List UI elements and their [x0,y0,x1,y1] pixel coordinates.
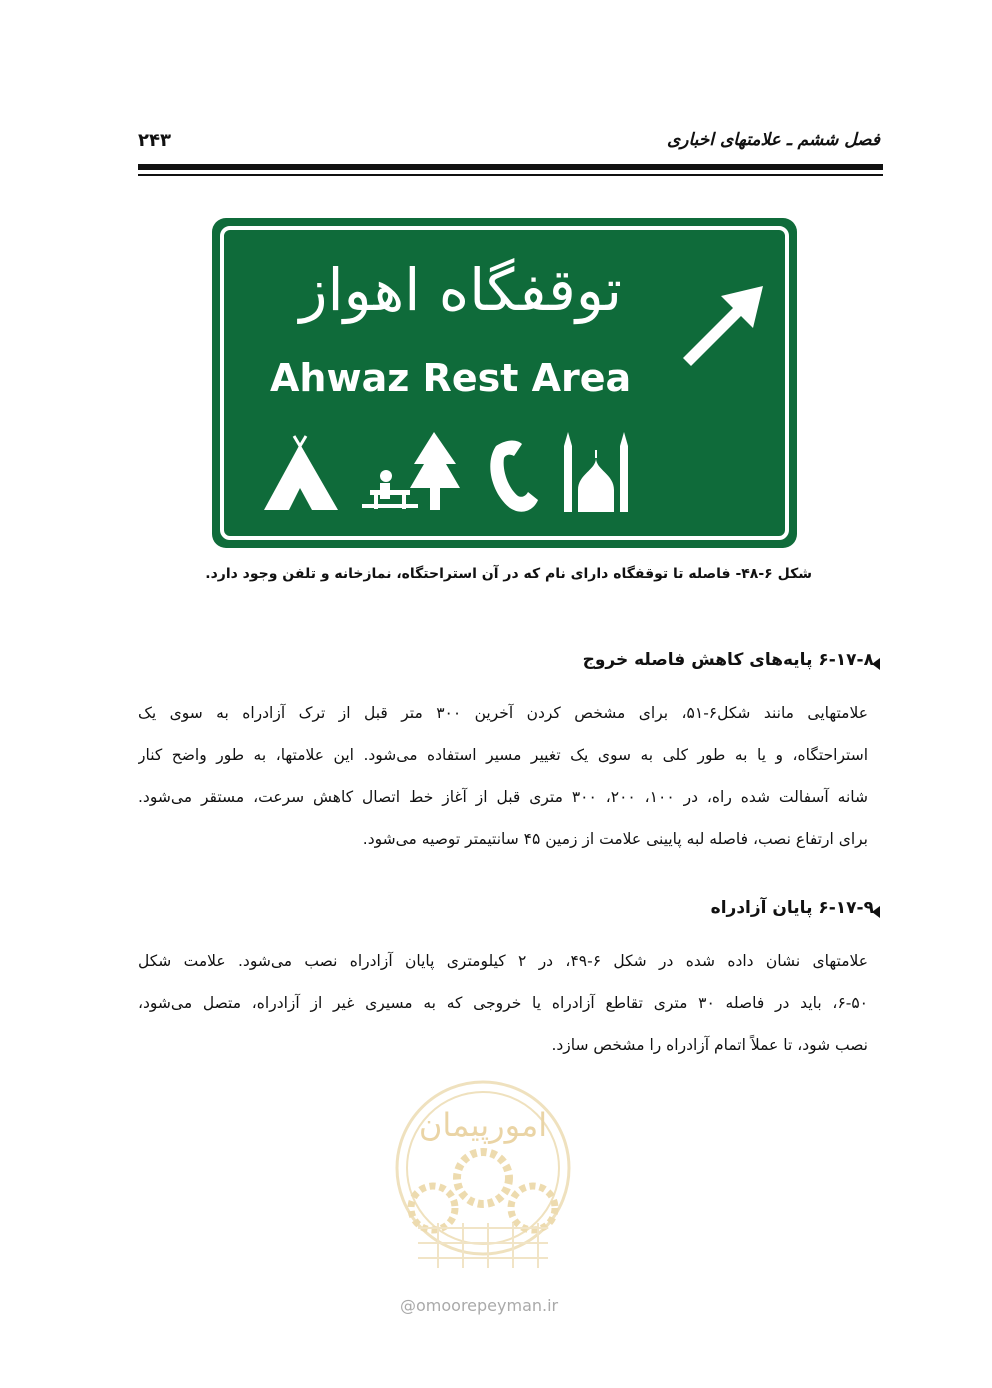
rest-area-sign-figure [212,218,797,548]
tree-icon [410,432,460,510]
section-heading: ۶-۱۷-۸ پایه‌های کاهش فاصله خروج [582,650,874,670]
sign-symbols [262,430,642,520]
paragraph-line: نصب شود، تا عملاً اتمام آزادراه را مشخص سازد. [551,1036,868,1054]
mosque-icon [564,432,628,512]
section-heading: ۶-۱۷-۹ پایان آزادراه [710,898,874,918]
page-number: ۲۴۳ [138,130,171,151]
paragraph-line: استراحتگاه، و یا به طور کلی به سوی یک تغییر مسیر استفاده می‌شود. این علامتها، به طور واضح کنار [138,746,868,764]
paragraph-line: برای ارتفاع نصب، فاصله لبه پایینی علامت از زمین ۴۵ سانتیمتر توصیه می‌شود. [362,830,868,848]
section-paragraph [138,692,868,860]
section-paragraph [138,940,868,1066]
watermark-url: @omoorepeyman.ir [400,1296,559,1315]
figure-caption: شکل ۶-۴۸- فاصله تا توقفگاه دارای نام که در آن استراحتگاه، نمازخانه و تلفن وجود دارد. [205,566,812,582]
picnic-table-icon [362,470,418,509]
paragraph-line: ۶-۵۰، باید در فاصله ۳۰ متری تقاطع آزادراه یا خروجی که به مسیری غیر از آزادراه، متصل می‌شود، [138,994,868,1012]
telephone-icon [490,441,538,512]
header-rule-thin [138,174,883,176]
sign-farsi-text: توقفگاه اهواز [299,256,622,324]
watermark-logo-text: امورپیمان [418,1106,548,1144]
sign-english-text: Ahwaz Rest Area [270,356,632,400]
paragraph-line: علامتهایی مانند شکل۶-۵۱، برای مشخص کردن آخرین ۳۰۰ متر قبل از ترک آزادراه به سوی یک [138,704,868,722]
chapter-title: فصل ششم ـ علامتهای اخباری [666,130,880,150]
paragraph-line: شانه آسفالت شده راه، در ۱۰۰، ۲۰۰، ۳۰۰ متری قبل از آغاز خط اتصال کاهش سرعت، مستقر می‌شود. [138,788,868,806]
camping-tent-icon [264,436,338,510]
watermark-logo [388,1078,578,1288]
arrow-up-right-icon [675,278,775,368]
paragraph-line: علامتهای نشان داده شده در شکل ۶-۴۹، در ۲ کیلومتری پایان آزادراه نصب می‌شود. علامت شکل [138,952,868,970]
header-rule-thick [138,164,883,170]
